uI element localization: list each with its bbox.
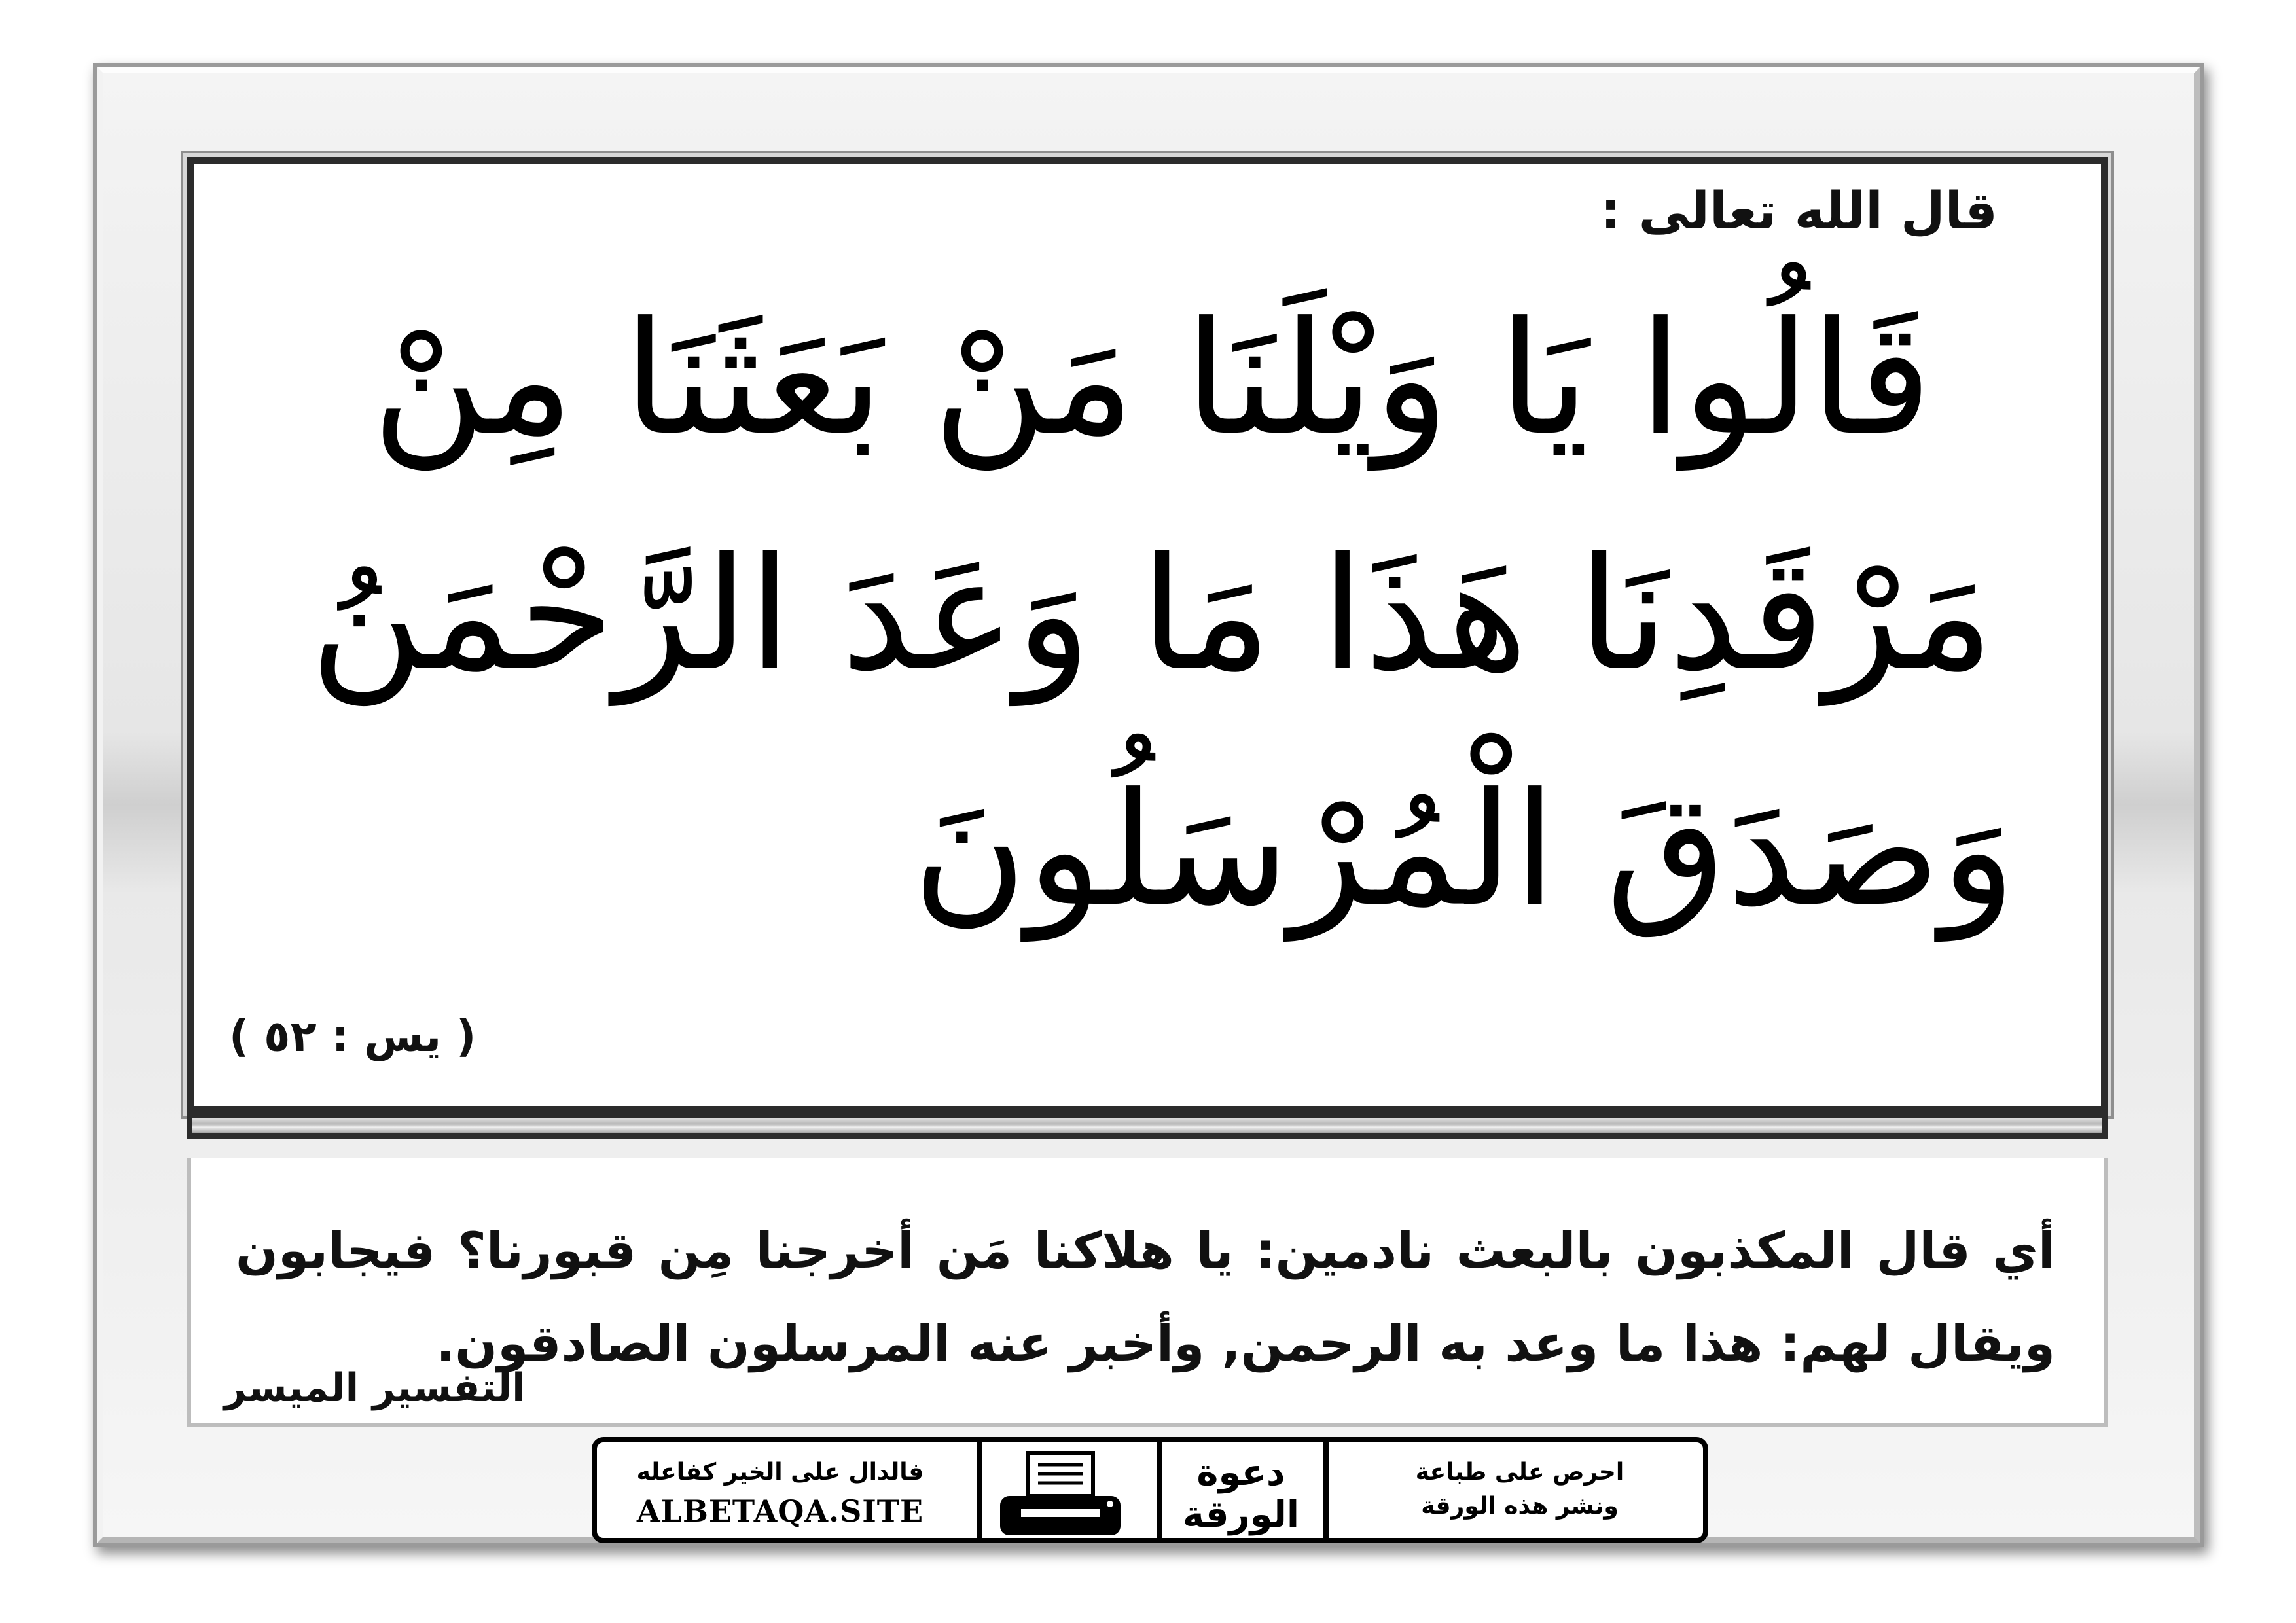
dawat-alwaraqa-logo (1175, 1448, 1306, 1541)
footer-divider (1323, 1442, 1329, 1538)
footer-right (1356, 1455, 1683, 1524)
verse-intro: قال الله تعالى : (1600, 182, 1998, 241)
footer-divider (1157, 1442, 1162, 1538)
tafsir-source: التفسير الميسر (224, 1365, 526, 1411)
logo-word-2: الورقة (1182, 1493, 1300, 1536)
footer-print-line-1: احرص على طباعة (1415, 1459, 1624, 1486)
verse-line-1: قَالُوا يَا وَيْلَنَا مَنْ بَعَثَنَا مِنْ (372, 289, 1932, 470)
footer-bar (592, 1437, 1708, 1543)
footer-site: ALBETAQA.SITE (636, 1493, 924, 1529)
tafsir-text: أي قال المكذبون بالبعث نادمين: يا هلاكنا مَن أخرجنا مِن قبورنا؟ فيجابون ويقال لهم: هذا ما وعد به الرحمن, وأخبر عنه المرسلون الصادقون. (236, 1221, 2055, 1372)
printer-icon (995, 1449, 1126, 1541)
panel-separator (187, 1113, 2108, 1139)
footer-motto: فالدال على الخير كفاعله (636, 1459, 924, 1486)
footer-left (617, 1455, 944, 1533)
verse-reference: ( يس : ٥٢ ) (229, 1011, 476, 1061)
verse-line-2: مَرْقَدِنَا هَذَا مَا وَعَدَ الرَّحْمَنُ (310, 524, 1994, 705)
footer-print-line-2: ونشر هذه الورقة (1421, 1493, 1619, 1520)
footer-divider (977, 1442, 982, 1538)
verse-line-3: وَصَدَقَ الْمُرْسَلُونَ (912, 760, 2016, 941)
logo-word-1: دعوة (1196, 1452, 1285, 1494)
quran-verse (236, 262, 2068, 1099)
